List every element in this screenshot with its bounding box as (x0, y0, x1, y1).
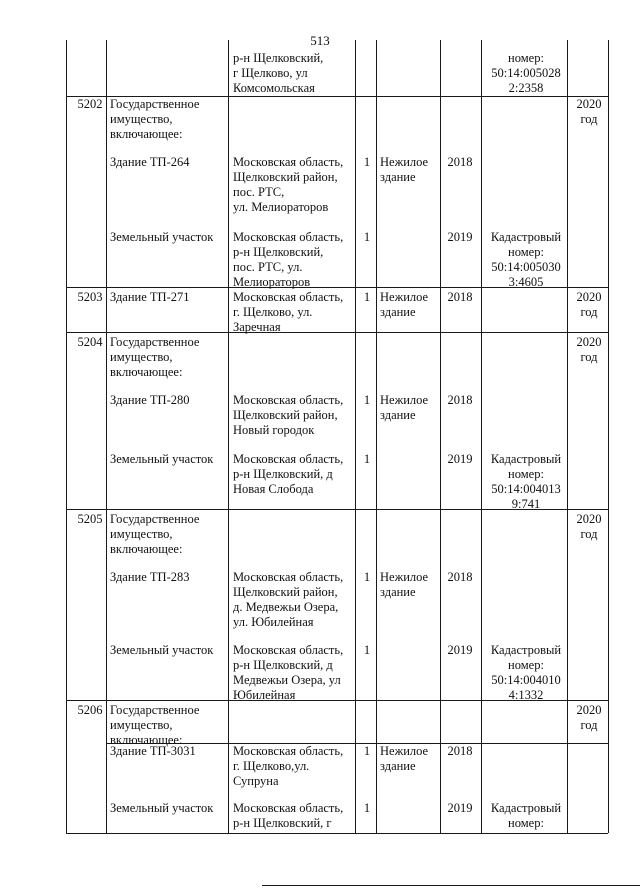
object-name: Здание ТП-283 (110, 570, 190, 584)
year-cell: 2018 (447, 155, 473, 169)
group-header: Государственное (110, 335, 200, 349)
note-cell: Кадастровый (490, 230, 562, 244)
table-border (567, 40, 568, 833)
group-header: имущество, (110, 350, 173, 364)
row-number: 5203 (77, 290, 103, 304)
address-cell: пос. РТС, (233, 185, 285, 199)
year-cell: 2018 (447, 744, 473, 758)
group-header: имущество, (110, 718, 173, 732)
term-cell: 2020 (576, 703, 602, 717)
table-border (376, 40, 377, 833)
term-cell: год (580, 350, 598, 364)
quantity-cell: 1 (363, 643, 371, 657)
address-cell: р-н Щелковский, (233, 51, 324, 65)
address-cell: Московская область, (233, 643, 344, 657)
group-header: имущество, (110, 527, 173, 541)
note-cell: Кадастровый (490, 801, 562, 815)
term-cell: год (580, 305, 598, 319)
year-cell: 2018 (447, 290, 473, 304)
address-cell: Медвежьи Озера, ул (233, 673, 341, 687)
quantity-cell: 1 (363, 801, 371, 815)
address-cell: Московская область, (233, 570, 344, 584)
quantity-cell: 1 (363, 570, 371, 584)
address-cell: Комсомольская (233, 81, 315, 95)
table-border (608, 40, 609, 833)
address-cell: р-н Щелковский, (233, 245, 324, 259)
term-cell: 2020 (576, 335, 602, 349)
year-cell: 2018 (447, 393, 473, 407)
term-cell: год (580, 527, 598, 541)
term-cell: год (580, 112, 598, 126)
year-cell: 2018 (447, 570, 473, 584)
address-cell: ул. Юбилейная (233, 615, 314, 629)
object-name: Земельный участок (110, 801, 214, 815)
address-cell: Московская область, (233, 290, 344, 304)
term-cell: 2020 (576, 97, 602, 111)
type-cell: Нежилое (380, 290, 429, 304)
address-cell: ул. Мелиораторов (233, 200, 329, 214)
object-name: Земельный участок (110, 452, 214, 466)
table-border (440, 40, 441, 833)
type-cell: Нежилое (380, 393, 429, 407)
object-name: Здание ТП-280 (110, 393, 190, 407)
address-cell: Щелковский район, (233, 408, 338, 422)
note-cell: 2:2358 (508, 81, 544, 95)
type-cell: здание (380, 170, 416, 184)
note-cell: 3:4605 (508, 275, 544, 289)
group-header: имущество, (110, 112, 173, 126)
table-border (66, 332, 608, 333)
note-cell: 4:1332 (508, 688, 544, 702)
object-name: Земельный участок (110, 230, 214, 244)
table-border (228, 40, 229, 833)
type-cell: Нежилое (380, 155, 429, 169)
group-header: Государственное (110, 512, 200, 526)
address-cell: д. Медвежьи Озера, (233, 600, 339, 614)
address-cell: Щелковский район, (233, 170, 338, 184)
address-cell: р-н Щелковский, г (233, 816, 332, 830)
type-cell: здание (380, 585, 416, 599)
address-cell: пос. РТС, ул. (233, 260, 303, 274)
note-cell: 9:741 (511, 497, 541, 511)
page-number: 513 (310, 33, 330, 48)
address-cell: г. Щелково, ул. (233, 305, 313, 319)
year-cell: 2019 (447, 801, 473, 815)
address-cell: Московская область, (233, 801, 344, 815)
table-border (66, 833, 608, 834)
term-cell: 2020 (576, 290, 602, 304)
object-name: Здание ТП-3031 (110, 744, 196, 758)
address-cell: Супруна (233, 774, 279, 788)
note-cell: номер: (508, 816, 544, 830)
table-border (355, 40, 356, 833)
type-cell: здание (380, 305, 416, 319)
note-cell: 50:14:004010 (491, 673, 561, 687)
address-cell: Московская область, (233, 744, 344, 758)
object-name: Земельный участок (110, 643, 214, 657)
group-header: включающее: (110, 365, 183, 379)
object-name: Здание ТП-264 (110, 155, 190, 169)
address-cell: г. Щелково,ул. (233, 759, 310, 773)
note-cell: 50:14:005030 (491, 260, 561, 274)
quantity-cell: 1 (363, 230, 371, 244)
type-cell: Нежилое (380, 744, 429, 758)
address-cell: Новый городок (233, 423, 315, 437)
note-cell: Кадастровый (490, 452, 562, 466)
year-cell: 2019 (447, 452, 473, 466)
term-cell: год (580, 718, 598, 732)
note-cell: 50:14:005028 (491, 66, 561, 80)
quantity-cell: 1 (363, 452, 371, 466)
address-cell: Щелковский район, (233, 585, 338, 599)
address-cell: Московская область, (233, 452, 344, 466)
object-name: Здание ТП-271 (110, 290, 190, 304)
note-cell: номер: (508, 658, 544, 672)
address-cell: Заречная (233, 320, 281, 334)
row-number: 5204 (77, 335, 103, 349)
type-cell: здание (380, 408, 416, 422)
note-cell: номер: (508, 467, 544, 481)
table-border (66, 40, 67, 833)
footer-rule (262, 885, 640, 886)
group-header: Государственное (110, 703, 200, 717)
row-number: 5202 (77, 97, 103, 111)
address-cell: р-н Щелковский, д (233, 658, 333, 672)
group-header: Государственное (110, 97, 200, 111)
group-header: включающее: (110, 733, 183, 747)
address-cell: Московская область, (233, 393, 344, 407)
address-cell: р-н Щелковский, д (233, 467, 333, 481)
note-cell: номер: (508, 245, 544, 259)
note-cell: номер: (508, 51, 544, 65)
group-header: включающее: (110, 542, 183, 556)
row-number: 5205 (77, 512, 103, 526)
year-cell: 2019 (447, 643, 473, 657)
quantity-cell: 1 (363, 393, 371, 407)
quantity-cell: 1 (363, 155, 371, 169)
note-cell: 50:14:004013 (491, 482, 561, 496)
type-cell: Нежилое (380, 570, 429, 584)
address-cell: Московская область, (233, 155, 344, 169)
row-number: 5206 (77, 703, 103, 717)
term-cell: 2020 (576, 512, 602, 526)
type-cell: здание (380, 759, 416, 773)
year-cell: 2019 (447, 230, 473, 244)
quantity-cell: 1 (363, 744, 371, 758)
address-cell: г Щелково, ул (233, 66, 308, 80)
address-cell: Новая Слобода (233, 482, 314, 496)
address-cell: Московская область, (233, 230, 344, 244)
address-cell: Мелиораторов (233, 275, 311, 289)
quantity-cell: 1 (363, 290, 371, 304)
note-cell: Кадастровый (490, 643, 562, 657)
table-border (106, 40, 107, 833)
group-header: включающее: (110, 127, 183, 141)
address-cell: Юбилейная (233, 688, 296, 702)
table-border (481, 40, 482, 833)
